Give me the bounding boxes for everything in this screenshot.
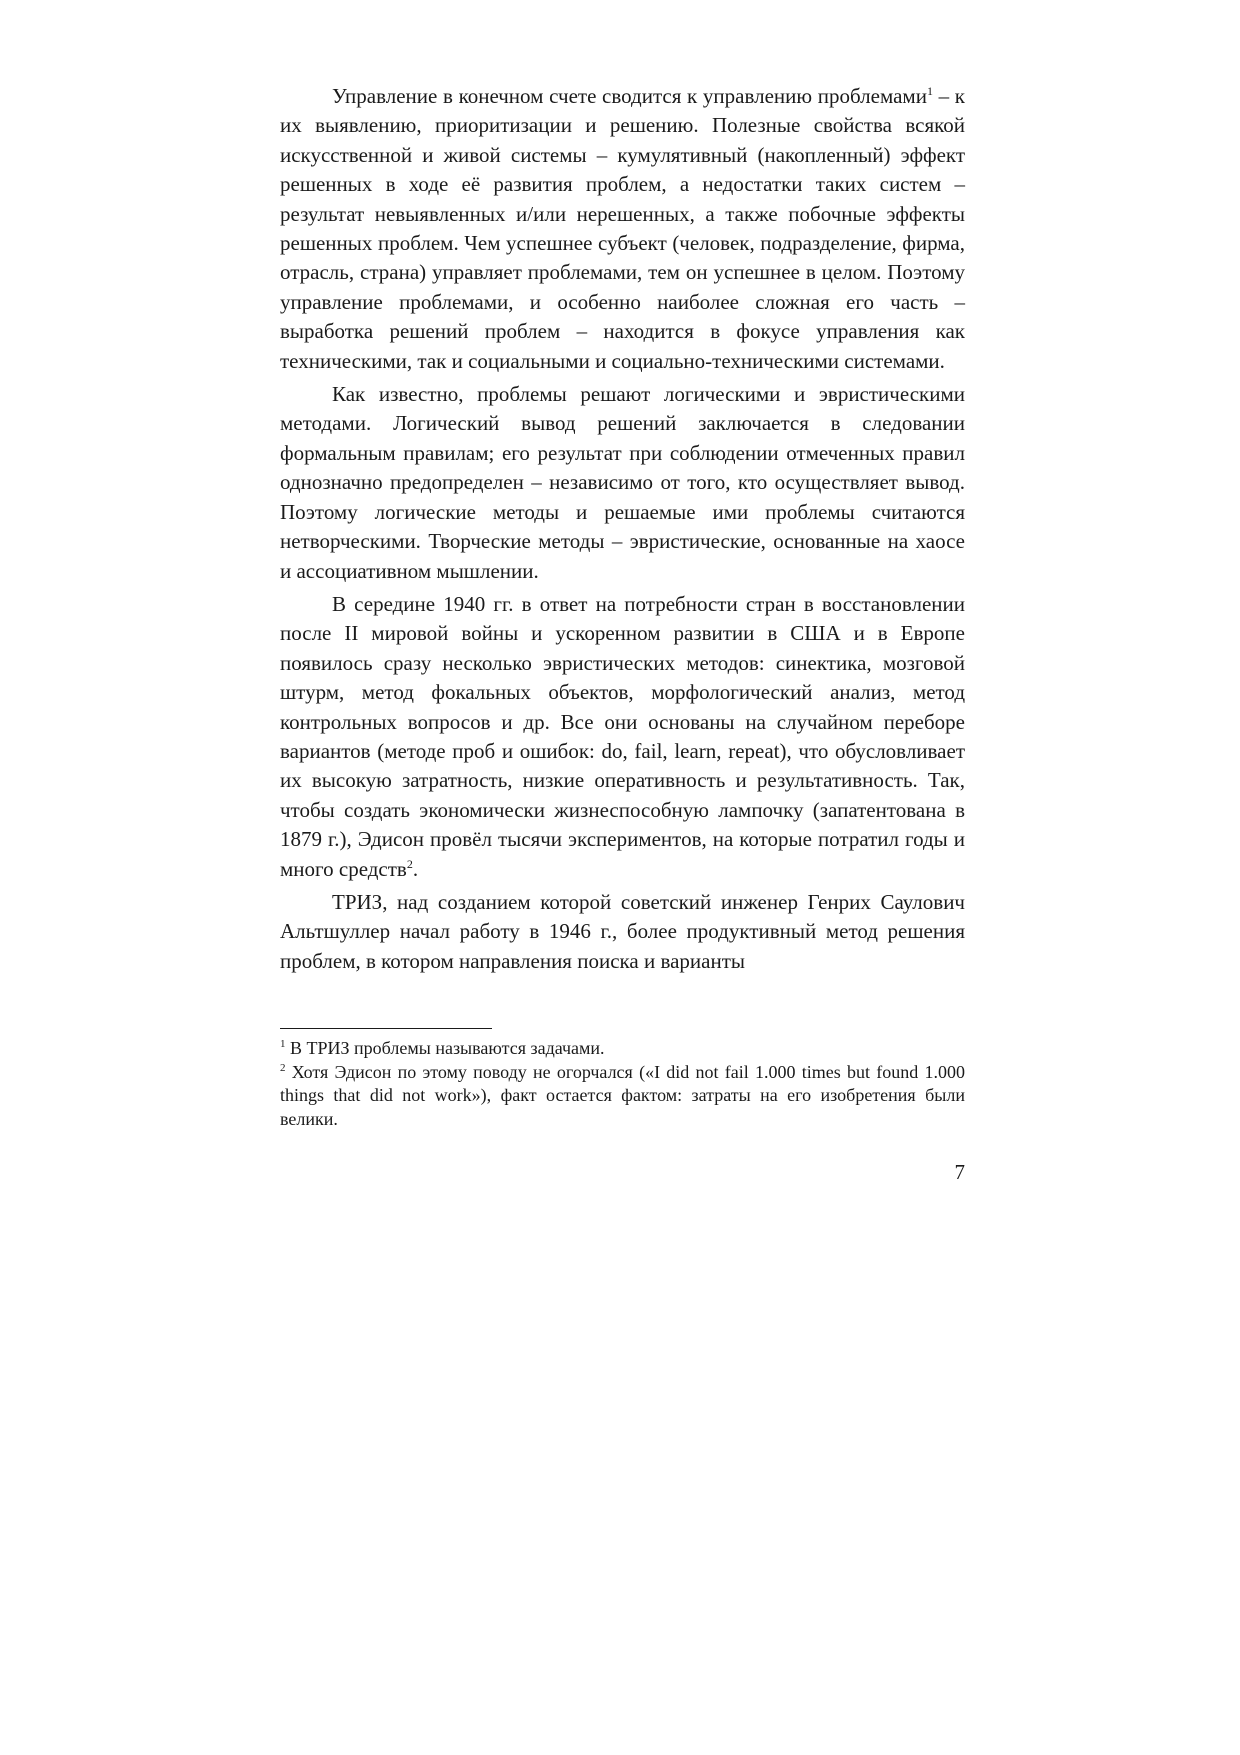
footnote-separator [280, 1028, 492, 1029]
paragraph-logical-heuristic-methods [280, 380, 965, 586]
main-text [280, 82, 965, 980]
paragraph-text: Управление в конечном счете сводится к управлению проблемами [332, 84, 927, 108]
paragraph-text: . [412, 856, 419, 881]
paragraph-problem-management [280, 82, 965, 376]
footnotes [280, 1037, 965, 1131]
paragraph-text: Как известно, проблемы решают логическими и эвристическими методами. Логический вывод решений заключается в следовании формальным правилам; его результат при соблюдении отмеченных правил однозначно предопределен – независимо от того, кто осуществляет вывод. Поэтому логические методы и решаемые ими проблемы считаются нетворческими. Творческие методы – эвристические, основанные на хаосе и ассоциативном мышлении. [280, 382, 965, 583]
paragraph-text: В середине 1940 гг. в ответ на потребности стран в восстановлении после II мировой войны и ускоренном развитии в США и в Европе появилось сразу несколько эвристических методов: синектика, мозговой штурм, метод фокальных объектов, морфологический анализ, метод контрольных вопросов и др. Все они основаны на случайном переборе вариантов (методе проб и ошибок: do, fail, learn, repeat), что обусловливает их высокую затратность, низкие оперативность и результативность. Так, чтобы создать экономически жизнеспособную лампочку (запатентована в 1879 г.), Эдисон провёл тысячи экспериментов, на которые потратил годы и много средств [280, 591, 965, 881]
footnote-reference-2: 2 [406, 856, 413, 871]
footnote-mark-1: 1 [280, 1038, 286, 1050]
page-number: 7 [954, 1160, 965, 1184]
paragraph-text: – к их выявлению, приоритизации и решению. Полезные свойства всякой искусственной и живой системы – кумулятивный (накопленный) эффект решенных в ходе её развития проблем, а недостатки таких систем – результат невыявленных и/или нерешенных, а также побочные эффекты решенных проблем. Чем успешнее субъект (человек, подразделение, фирма, отрасль, страна) управляет проблемами, тем он успешнее в целом. Поэтому управление проблемами, и особенно наиболее сложная его часть – выработка решений проблем – находится в фокусе управления как техническими, так и социальными и социально-техническими системами. [280, 84, 965, 373]
footnote-mark-2: 2 [280, 1061, 286, 1074]
paragraph-triz [280, 888, 965, 976]
footnote-text: Хотя Эдисон по этому поводу не огорчался («I did not fail 1.000 times but found 1.000 things that did not work»), факт остается фактом: затраты на его изобретения были велики. [280, 1061, 965, 1129]
footnote-1 [280, 1037, 965, 1061]
footnote-text: В ТРИЗ проблемы называются задачами. [285, 1038, 605, 1058]
paragraph-text: ТРИЗ, над созданием которой советский инженер Генрих Саулович Альтшуллер начал работу в 1946 г., более продуктивный метод решения проблем, в котором направления поиска и варианты [280, 889, 965, 973]
footnote-2 [280, 1061, 965, 1132]
paragraph-heuristic-methods-history [280, 590, 965, 884]
footnote-reference-1: 1 [926, 84, 933, 98]
